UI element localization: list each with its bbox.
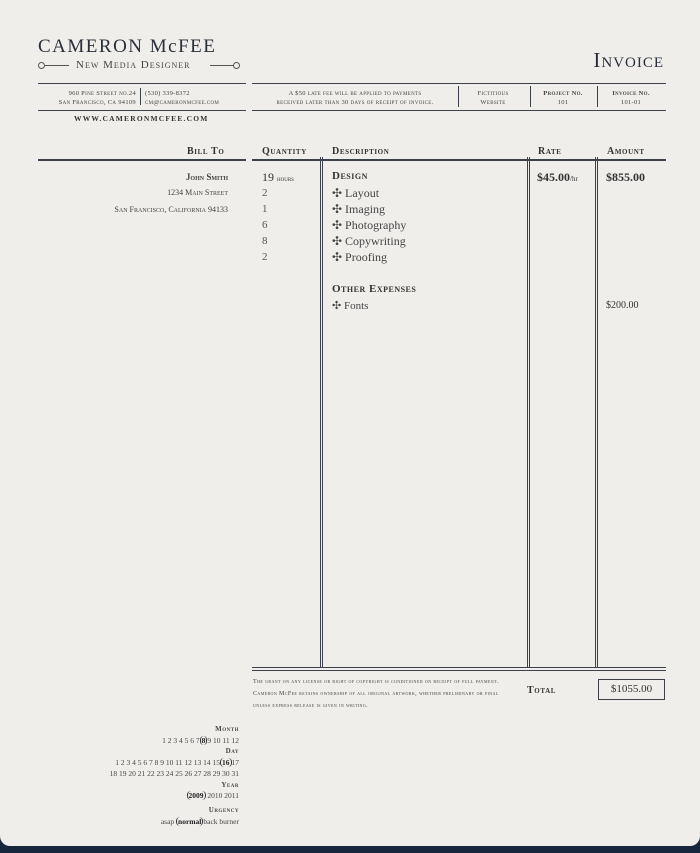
day-selector-row2: 18 19 20 21 22 23 24 25 26 27 28 29 30 31 [109,769,239,778]
imaging-item: ✣ Imaging [332,202,386,216]
amount-header: Amount [607,146,645,157]
rate-header: Rate [538,146,562,157]
selected-urgency: normal [178,817,202,826]
description-header: Description [332,146,390,157]
proofing-qty: 2 [262,251,268,263]
subtitle-ornament [38,59,240,73]
total-label: Total [527,685,556,696]
year-selector: 2009 2010 2011 [188,791,239,800]
invoice-title: Invoice [593,48,664,72]
ornament-right-icon [233,62,240,69]
copywriting-item: ✣ Copywriting [332,234,406,248]
urgency-label: Urgency [208,806,239,814]
selected-year: 2009 [188,791,204,800]
layout-qty: 2 [262,187,268,199]
project-number: Project No. 101 [543,90,583,106]
designer-name: CAMERON McFEE [38,36,217,57]
proofing-item: ✣ Proofing [332,250,388,264]
client-project: Fictitious Website [477,90,509,106]
other-expenses-heading: Other Expenses [332,283,417,295]
design-total-quantity: 19 hours [262,170,294,184]
photography-qty: 6 [262,219,268,231]
invoice-number: Invoice No. 101-01 [612,90,650,106]
total-amount: $1055.00 [598,679,665,700]
selected-month: 8 [201,736,206,745]
quantity-header: Quantity [262,146,307,157]
month-label: Month [215,725,239,733]
fonts-amount: $200.00 [606,300,639,311]
client-name: John Smith [185,172,228,182]
bill-to-header: Bill To [187,146,225,157]
year-label: Year [221,781,239,789]
phone: (530) 339-8372 [145,90,190,97]
fonts-item: ✣ Fonts [332,300,369,312]
column-divider [320,157,321,667]
contact [145,89,219,107]
copyright-note: The grant on any license or right of copyright is conditioned on receipt of full payment. Cameron McFee retains ownership of all original artwork, whether preliminary or final unless express release is given in writing. [253,679,499,709]
design-heading: Design [332,170,368,182]
ornament-left-icon [38,62,45,69]
late-fee-notice: A $50 late fee will be applied to payments received later than 30 days of receipt of invoice. [276,90,434,106]
email: cm@cameronmcfee.com [145,99,220,106]
day-label: Day [225,747,239,755]
photography-item: ✣ Photography [332,218,407,232]
layout-item: ✣ Layout [332,186,380,200]
address: 960 Pine Street no.24 San Francisco, Ca 94109 [58,90,136,106]
client-street: 1234 Main Street [167,188,228,197]
designer-subtitle: New Media Designer [76,59,191,71]
design-amount: $855.00 [606,170,645,184]
day-selector: 1 2 3 4 5 6 7 8 9 10 11 12 13 14 15 16 17 [115,758,239,767]
design-rate: $45.00/hr [537,170,578,184]
selected-day: 16 [222,758,230,767]
client-city: San Francisco, California 94133 [114,205,228,214]
copywriting-qty: 8 [262,235,268,247]
website: WWW.CAMERONMCFEE.COM [74,114,209,123]
month-selector: 1 2 3 4 5 6 7 8 9 10 11 12 [162,736,239,745]
imaging-qty: 1 [262,203,268,215]
urgency-selector: asap normal back burner [160,817,239,826]
